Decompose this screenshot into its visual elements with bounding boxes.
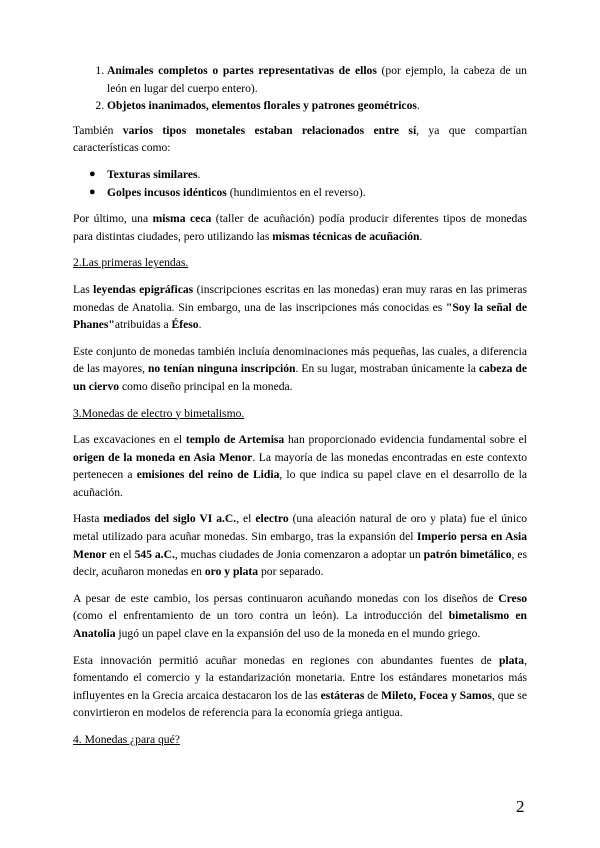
bullet-icon: ● (89, 185, 96, 198)
paragraph: Las excavaciones en el templo de Artemisa han proporcionado evidencia fundamental sobre el origen de la moneda en Asia Menor. La mayoría de las monedas encontradas en este contexto pertenecen a emisiones del reino de Lidia, lo que indica su papel clave en el desarrollo de la acuñación. (73, 433, 527, 499)
page-number: 2 (516, 797, 525, 816)
paragraph: También varios tipos monetales estaban relacionados entre sí, ya que compartían características como: (73, 123, 527, 155)
paragraph: Hasta mediados del siglo VI a.C., el electro (una aleación natural de oro y plata) fue el único metal utilizado para acuñar monedas. Sin embargo, tras la expansión del Imperio persa en Asia Menor en el 545 a.C., muchas ciudades de Jonia comenzaron a adoptar un patrón bimetálico, es decir, acuñaron monedas en oro y plata por separado. (73, 512, 528, 579)
list-item (107, 62, 527, 97)
bullet-icon: ● (89, 167, 96, 180)
list-item-text: (por ejemplo, la cabeza de un león en lugar del cuerpo entero). (107, 64, 527, 95)
paragraph: Este conjunto de monedas también incluía denominaciones más pequeñas, las cuales, a diferencia de las mayores, no tenían ninguna inscripción. En su lugar, mostraban únicamente la cabeza de un ciervo como diseño principal en la moneda. (73, 344, 527, 393)
paragraph: Las leyendas epigráficas (inscripciones escritas en las monedas) eran muy raras en las primeras monedas de Anatolia. Sin embargo, una de las inscripciones más conocidas es "Soy la señal de Phanes"atribuidas a Éfeso. (73, 282, 527, 332)
page-content (73, 62, 527, 758)
bullet-list (73, 166, 527, 201)
section-heading: 4. Monedas ¿para qué? (73, 733, 180, 746)
list-item-text: . (416, 99, 420, 113)
list-item (107, 97, 527, 115)
paragraph: Esta innovación permitió acuñar monedas en regiones con abundantes fuentes de plata, fomentando el comercio y la estandarización monetaria. Entre los estándares monetarios más influyentes en la Grecia arcaica destacaron los de las estáteras de Mileto, Focea y Samos, que se convirtieron en modelos de referencia para la economía griega antigua. (73, 653, 527, 720)
bullet-item: ● Golpes incusos idénticos (hundimientos en el reverso). (107, 184, 527, 202)
section-heading: 3.Monedas de electro y bimetalismo. (73, 406, 245, 420)
numbered-list (73, 62, 527, 115)
paragraph: Por último, una misma ceca (taller de acuñación) podía producir diferentes tipos de monedas para distintas ciudades, pero utilizando las mismas técnicas de acuñación. (73, 212, 528, 243)
section-heading: 2.Las primeras leyendas. (73, 256, 189, 270)
paragraph: A pesar de este cambio, los persas continuaron acuñando monedas con los diseños de Creso (como el enfrentamiento de un toro contra un león). La introducción del bimetalismo en Anatolia jugó un papel clave en la expansión del uso de la moneda en el mundo griego. (73, 591, 527, 641)
bullet-item: ● Texturas similares. (107, 166, 527, 184)
list-item-bold: Animales completos o partes representativas de ellos (107, 64, 377, 77)
list-item-bold: Objetos inanimados, elementos florales y patrones geométricos (107, 99, 417, 113)
